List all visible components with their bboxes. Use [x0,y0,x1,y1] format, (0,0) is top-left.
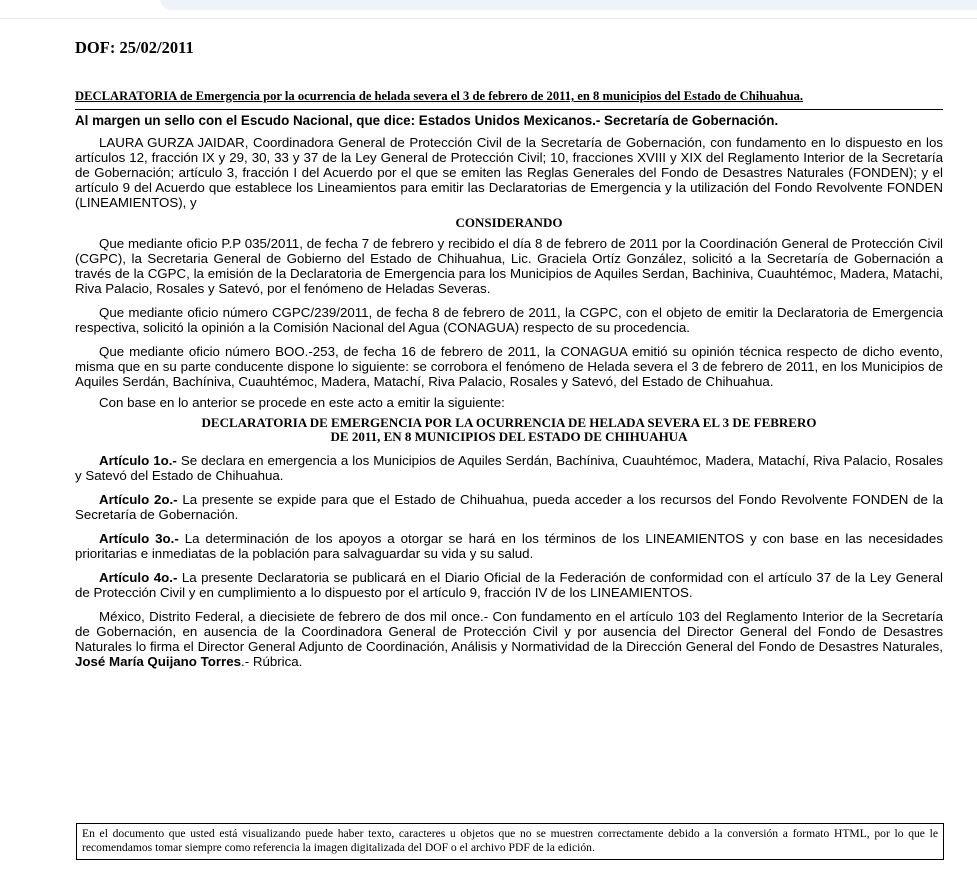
considerando-heading: CONSIDERANDO [455,215,563,230]
article-3-label: Artículo 3o.- [99,531,179,546]
declaratoria-heading [75,416,943,444]
article-3-text: La determinación de los apoyos a otorgar se hará en los términos de los LINEAMIENTOS y con base en las necesidades prioritarias e inmediatas de la población para salvaguardar su vida y su salud. [75,531,943,561]
document-body [75,36,943,669]
declaratoria-heading-line-2: DE 2011, EN 8 MUNICIPIOS DEL ESTADO DE CHIHUAHUA [330,429,688,444]
closing-text: México, Distrito Federal, a diecisiete de febrero de dos mil once.- Con fundamento en el artículo 103 del Reglamento Interior de la Secretaría de Gobernación, en ausencia de la Coordinadora General de Protección Civil y por ausencia del Director General del Fondo de Desastres Naturales lo firma el Director General Adjunto de Coordinación, Análisis y Normatividad de la Dirección General del Fondo de Desastres Naturales, [75,609,943,654]
conversion-notice-box [76,823,944,860]
browser-top-strip [0,0,977,19]
article-1-label: Artículo 1o.- [99,453,177,468]
article-1-text: Se declara en emergencia a los Municipios de Aquiles Serdán, Bachíniva, Cuauhtémoc, Madera, Matachí, Riva Palacio, Rosales y Satevó del Estado de Chihuahua. [75,453,943,483]
article-2-text: La presente se expide para que el Estado de Chihuahua, pueda acceder a los recursos del Fondo Revolvente FONDEN de la Secretaría de Gobernación. [75,492,943,522]
article-3 [75,531,943,561]
considerando-paragraph-4: Con base en lo anterior se procede en este acto a emitir la siguiente: [99,395,505,410]
article-4 [75,570,943,600]
closing-suffix: .- Rúbrica. [241,654,303,669]
article-4-text: La presente Declaratoria se publicará en el Diario Oficial de la Federación de conformidad con el artículo 37 de la Ley General de Protección Civil y en cumplimiento a lo dispuesto por el artículo 9, fracción IV de los LINEAMIENTOS. [75,570,943,600]
document-title-link[interactable]: DECLARATORIA de Emergencia por la ocurrencia de helada severa el 3 de febrero de 2011, en 8 municipios del Estado de Chihuahua. [75,89,804,103]
article-2-label: Artículo 2o.- [99,492,178,507]
top-search-bar[interactable] [160,0,977,10]
dof-date: DOF: 25/02/2011 [75,38,194,57]
article-1 [75,453,943,483]
article-2 [75,492,943,522]
considerando-paragraph-3: Que mediante oficio número BOO.-253, de fecha 16 de febrero de 2011, la CONAGUA emitió su opinión técnica respecto de dicho evento, misma que en su parte conducente dispone lo siguiente: se corrobora el fenómeno de Helada severa el 3 de febrero de 2011, en los Municipios de Aquiles Serdán, Bachíniva, Cuauhtémoc, Madera, Matachí, Riva Palacio, Rosales y Satevó, del Estado de Chihuahua. [75,344,943,389]
closing-paragraph [75,609,943,669]
conversion-notice-text: En el documento que usted está visualizando puede haber texto, caracteres u objetos que no se muestren correctamente debido a la conversión a formato HTML, por lo que le recomendamos tomar siempre como referencia la imagen digitalizada del DOF o el archivo PDF de la edición. [82,827,938,854]
signer-name: José María Quijano Torres [75,654,242,669]
margin-note: Al margen un sello con el Escudo Nacional, que dice: Estados Unidos Mexicanos.- Secretaría de Gobernación. [75,109,943,129]
article-4-label: Artículo 4o.- [99,570,178,585]
considerando-paragraph-1: Que mediante oficio P.P 035/2011, de fecha 7 de febrero y recibido el día 8 de febrero de 2011 por la Coordinación General de Protección Civil (CGPC), la Secretaria General de Gobierno del Estado de Chihuahua, Lic. Graciela Ortíz González, solicitó a la Secretaría de Gobernación a través de la CGPC, la emisión de la Declaratoria de Emergencia para los Municipios de Aquiles Serdan, Bachiniva, Cuauhtémoc, Madera, Matachi, Riva Palacio, Rosales y Satevó, por el fenómeno de Heladas Severas. [75,236,943,296]
declaratoria-heading-line-1: DECLARATORIA DE EMERGENCIA POR LA OCURRENCIA DE HELADA SEVERA EL 3 DE FEBRERO [201,415,817,430]
considerando-paragraph-2: Que mediante oficio número CGPC/239/2011, de fecha 8 de febrero de 2011, la CGPC, con el objeto de emitir la Declaratoria de Emergencia respectiva, solicitó la opinión a la Comisión Nacional del Agua (CONAGUA) respecto de su procedencia. [75,305,943,335]
intro-paragraph: LAURA GURZA JAIDAR, Coordinadora General de Protección Civil de la Secretaría de Gobernación, con fundamento en lo dispuesto en los artículos 12, fracción IX y 29, 30, 33 y 37 de la Ley General de Protección Civil; 10, fracciones XVIII y XIX del Reglamento Interior de la Secretaría de Gobernación; artículo 3, fracción I del Acuerdo por el que se emiten las Reglas Generales del Fondo de Desastres Naturales (FONDEN); y el artículo 9 del Acuerdo que establece los Lineamientos para emitir las Declaratorias de Emergencia y la utilización del Fondo Revolvente FONDEN (LINEAMIENTOS), y [75,135,943,210]
